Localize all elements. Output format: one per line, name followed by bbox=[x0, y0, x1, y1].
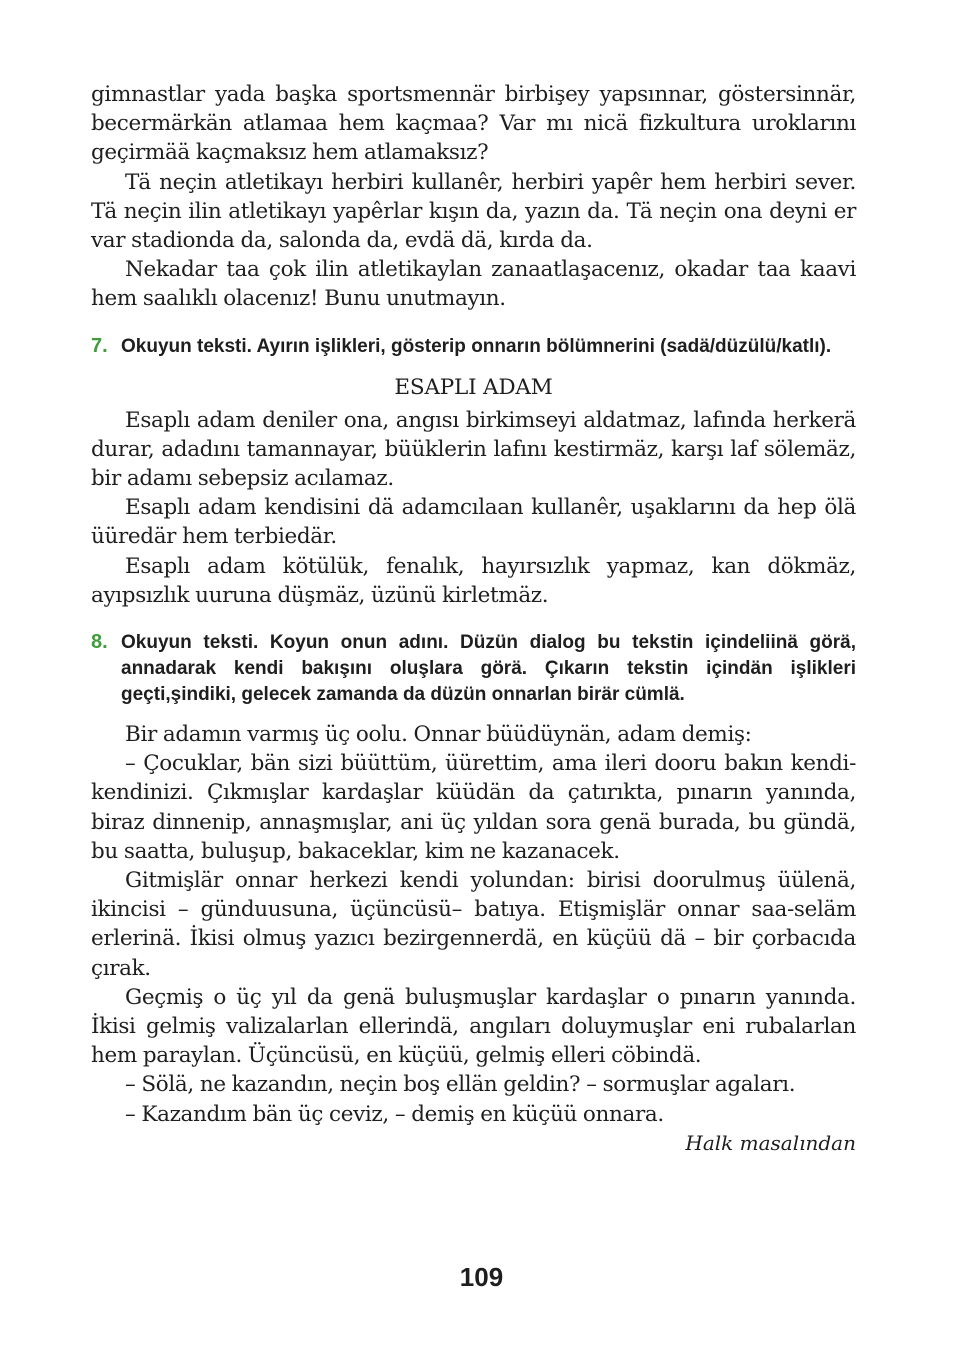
story-paragraph-6: – Kazandım bän üç ceviz, – demiş en küçüü onnara. bbox=[125, 1101, 664, 1127]
task-7-instruction bbox=[91, 333, 856, 360]
story-paragraph-5: – Sölä, ne kazandın, neçin boş ellän geldin? – sormuşlar agaları. bbox=[125, 1072, 796, 1098]
page-number: 109 bbox=[459, 1262, 504, 1292]
story-source: Halk masalından bbox=[685, 1130, 856, 1155]
story-title: ESAPLI ADAM bbox=[394, 374, 553, 400]
page-content bbox=[91, 80, 856, 1158]
intro-paragraph-2: Tä neçin atletikayı herbiri kullanêr, herbiri yapêr hem herbiri sever. Tä neçin ilin atletikayı yapêrlar kışın da, yazın da. Tä neçin ona deyni er var stadionda da, salonda da, evdä dä, kırda da. bbox=[91, 169, 856, 254]
story-paragraph-3: Gitmişlär onnar herkezi kendi yolundan: birisi doorulmuş üülenä, ikincisi – günduusuna, üçüncüsü– batıya. Etişmişlär onnar saa-seläm erlerinä. İkisi olmuş yazıcı bezirgennerdä, en küçüü dä – bir çorbacıda çırak. bbox=[91, 868, 856, 981]
story-paragraph-1: Bir adamın varmış üç oolu. Onnar büüdüynän, adam demiş: bbox=[125, 722, 752, 748]
intro-paragraph-1: gimnastlar yada başka sportsmennär birbişey yapsınnar, göstersinnär, becermärkän atlamaa hem kaçmaa? Var mı nicä fizkultura uroklarını geçirmää kaçmaksız hem atlamaksız? bbox=[91, 82, 856, 166]
task-7-text: Okuyun teksti. Ayırın işlikleri, gösterip onnarın bölümnerini (sadä/düzülü/katlı). bbox=[121, 335, 832, 357]
task-8-number: 8. bbox=[91, 631, 108, 654]
intro-paragraph-3: Nekadar taa çok ilin atletikaylan zanaatlaşacenız, okadar taa kaavi hem saalıklı olacenız! Bunu unutmayın. bbox=[91, 257, 856, 312]
esapli-paragraph-2: Esaplı adam kendisini dä adamcılaan kullanêr, uşaklarını da hep ölä üüredär hem terbiedär. bbox=[91, 495, 856, 550]
esapli-paragraph-3: Esaplı adam kötülük, fenalık, hayırsızlık yapmaz, kan dökmäz, ayıpsızlık uuruna düşmäz, üzünü kirletmäz. bbox=[91, 553, 856, 608]
story-paragraph-2: – Çocuklar, bän sizi büüttüm, üürettim, ama ileri dooru bakın kendi-kendinizi. Çıkmışlar kardaşlar küüdän da çatırıkta, pınarın yanında, biraz dinnenip, annaşmışlar, ani üç yıldan sora genä burada, bu gündä, bu saatta, buluşup, bakaceklar, kim ne kazanacek. bbox=[91, 751, 856, 864]
task-8-text: Okuyun teksti. Koyun onun adını. Düzün dialog bu tekstin içindeliinä görä, annadarak kendi bakışını oluşlara görä. Çıkarın tekstin içindän işlikleri geçti,şindiki, gelecek zamanda da düzün onnarlan birär cümlä. bbox=[121, 632, 856, 706]
story-paragraph-4: Geçmiş o üç yıl da genä buluşmuşlar kardaşlar o pınarın yanında. İkisi gelmiş valizalarlan ellerindä, angıları doluymuşlar eni rubalarlan hem paraylan. Üçüncüsü, en küçüü, gelmiş elleri cöbindä. bbox=[91, 984, 856, 1069]
esapli-paragraph-1: Esaplı adam deniler ona, angısı birkimseyi aldatmaz, lafında herkerä durar, adadını tamannayar, büüklerin lafını kestirmäz, karşı laf sölemäz, bir adamı sebepsiz acılamaz. bbox=[91, 407, 856, 492]
task-8-instruction bbox=[91, 629, 856, 708]
task-7-number: 7. bbox=[91, 334, 108, 357]
